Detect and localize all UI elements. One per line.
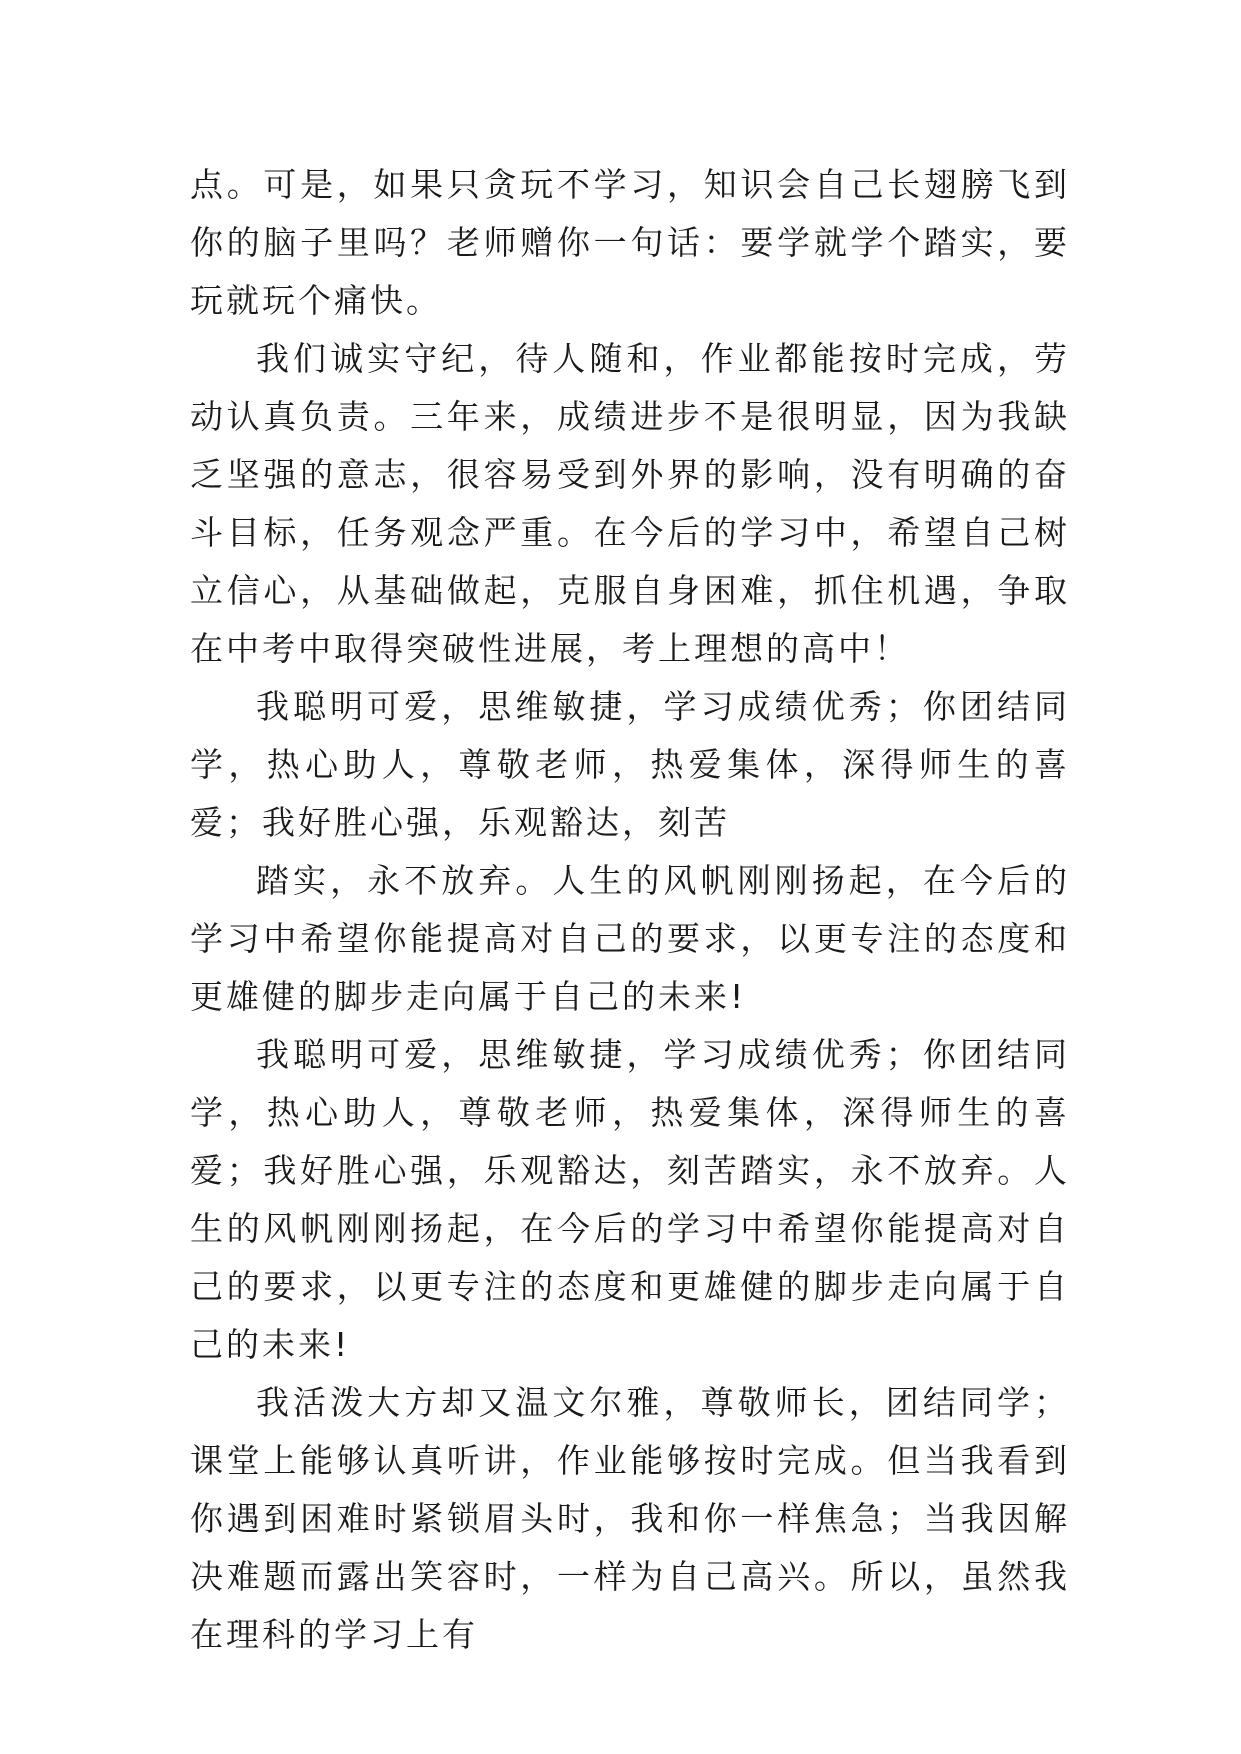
document-body xyxy=(190,156,1070,1664)
paragraph-3: 我聪明可爱，思维敏捷，学习成绩优秀；你团结同学，热心助人，尊敬老师，热爱集体，深得师生的喜爱；我好胜心强，乐观豁达，刻苦 xyxy=(190,687,1070,842)
paragraph-6: 我活泼大方却又温文尔雅，尊敬师长，团结同学；课堂上能够认真听讲，作业能够按时完成。但当我看到你遇到困难时紧锁眉头时，我和你一样焦急；当我因解决难题而露出笑容时，一样为自己高兴。所以，虽然我在理科的学习上有 xyxy=(190,1383,1070,1654)
paragraph-5: 我聪明可爱，思维敏捷，学习成绩优秀；你团结同学，热心助人，尊敬老师，热爱集体，深得师生的喜爱；我好胜心强，乐观豁达，刻苦踏实，永不放弃。人生的风帆刚刚扬起，在今后的学习中希望你能提高对自己的要求，以更专注的态度和更雄健的脚步走向属于自己的未来! xyxy=(190,1035,1070,1364)
paragraph-2: 我们诚实守纪，待人随和，作业都能按时完成，劳动认真负责。三年来，成绩进步不是很明显，因为我缺乏坚强的意志，很容易受到外界的影响，没有明确的奋斗目标，任务观念严重。在今后的学习中，希望自己树立信心，从基础做起，克服自身困难，抓住机遇，争取在中考中取得突破性进展，考上理想的高中！ xyxy=(190,339,1070,668)
paragraph-4: 踏实，永不放弃。人生的风帆刚刚扬起，在今后的学习中希望你能提高对自己的要求，以更专注的态度和更雄健的脚步走向属于自己的未来! xyxy=(190,861,1070,1016)
paragraph-1: 点。可是，如果只贪玩不学习，知识会自己长翅膀飞到你的脑子里吗？老师赠你一句话：要学就学个踏实，要玩就玩个痛快。 xyxy=(190,165,1070,320)
